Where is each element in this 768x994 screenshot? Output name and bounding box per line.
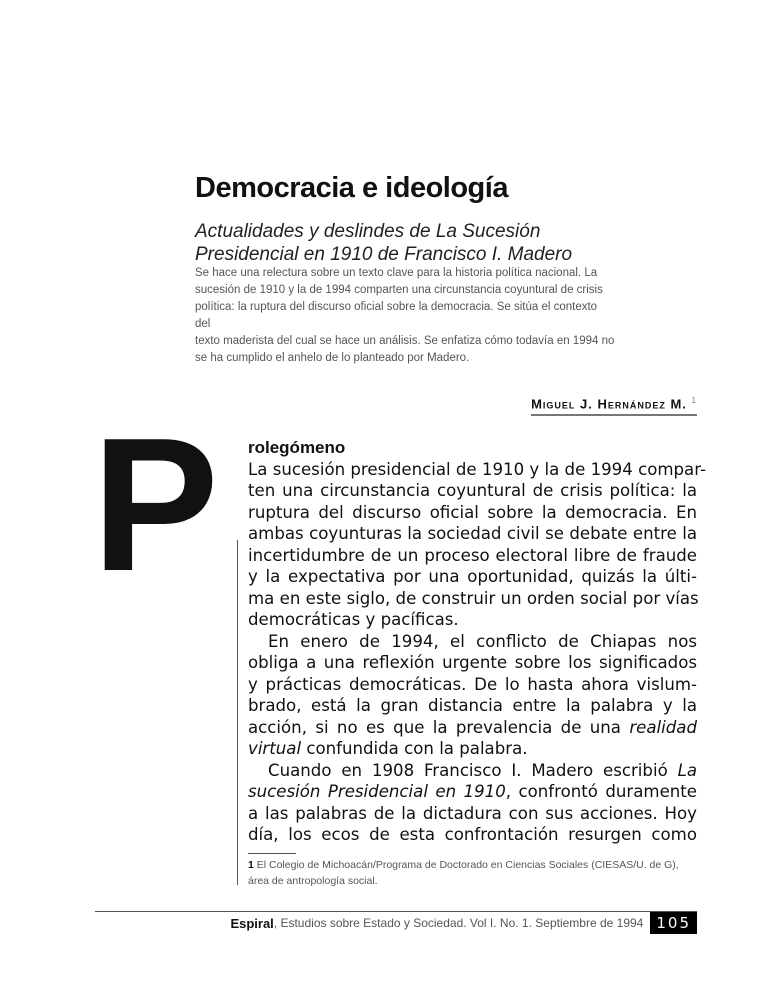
body-line — [248, 459, 706, 481]
margin-rule — [237, 540, 238, 885]
body-line — [248, 480, 697, 502]
body-line — [248, 717, 697, 739]
body-text: Cuando en 1908 Francisco I. Madero escribió — [268, 760, 678, 780]
body-line — [248, 545, 697, 567]
body-text: ruptura del discurso oficial sobre la democracia. En — [248, 502, 697, 522]
abstract-line: Se hace una relectura sobre un texto clave para la historia política nacional. La — [195, 267, 598, 279]
italic-text: La — [677, 760, 697, 780]
body-text: a las palabras de la dictadura con sus acciones. Hoy — [248, 803, 697, 823]
body-text: ambas coyunturas la sociedad civil se debate entre la — [248, 524, 697, 543]
body-line — [248, 437, 697, 459]
abstract-line: política: la ruptura del discurso oficial sobre la democracia. Se sitúa el contexto del — [195, 301, 598, 330]
body-text: ma en este siglo, de construir un orden social por vías — [248, 588, 699, 608]
body-text: brado, está la gran distancia entre la palabra y la — [248, 696, 697, 715]
abstract-line: se ha cumplido el anhelo de lo planteado por Madero. — [195, 352, 470, 364]
body-line — [248, 609, 697, 631]
body-line — [248, 566, 697, 588]
body-text: día, los ecos de esta confrontación resurgen como — [248, 825, 697, 844]
subtitle-line: Actualidades y deslindes de La Sucesión — [195, 221, 541, 242]
body-text: democráticas y pacíficas. — [248, 610, 459, 629]
article-body — [248, 437, 706, 846]
body-line — [248, 824, 697, 846]
body-text: acción, si no es que la prevalencia de una — [248, 717, 630, 737]
body-text: , confrontó duramente — [505, 782, 698, 801]
page-footer — [230, 912, 697, 934]
body-line — [248, 523, 697, 545]
footnote-number: 1 — [248, 859, 254, 871]
subtitle-line: Presidencial en 1910 de Francisco I. Madero — [195, 244, 573, 265]
abstract-line: sucesión de 1910 y la de 1994 comparten una circunstancia coyuntural de crisis — [195, 284, 603, 296]
body-text: y prácticas democráticas. De lo hasta ahora vislum- — [248, 674, 697, 694]
page-number: 105 — [650, 912, 697, 934]
body-line — [248, 760, 697, 782]
body-text: La sucesión presidencial de 1910 y la de 1994 compar- — [248, 459, 706, 479]
italic-text: sucesión Presidencial en 1910 — [248, 782, 506, 801]
footnote — [248, 857, 697, 889]
article-subtitle — [195, 220, 572, 266]
body-line — [248, 652, 697, 674]
body-line — [248, 781, 697, 803]
author-byline — [531, 396, 697, 416]
body-text: En enero de 1994, el conflicto de Chiapas nos — [268, 631, 697, 651]
body-line — [248, 502, 697, 524]
italic-text: realidad — [629, 717, 697, 737]
footnote-text: El Colegio de Michoacán/Programa de Doctorado en Ciencias Sociales (CIESAS/U. de G), — [253, 859, 679, 871]
body-line — [248, 803, 697, 825]
footnote-text-cont: área de antropología social. — [248, 875, 378, 887]
drop-cap: P — [92, 399, 215, 611]
body-text: y la expectativa por una oportunidad, quizás la últi- — [248, 567, 697, 586]
author-name: Miguel J. Hernández M. — [531, 396, 687, 412]
journal-name: Espiral — [230, 915, 274, 931]
article-title: Democracia e ideología — [195, 172, 508, 204]
body-line — [248, 738, 697, 760]
body-text: rolegómeno — [248, 438, 346, 457]
author-footnote-mark: 1 — [691, 396, 697, 405]
body-text: obliga a una reflexión urgente sobre los significados — [248, 653, 697, 672]
body-line — [248, 588, 697, 610]
body-line — [248, 674, 697, 696]
abstract-line: texto maderista del cual se hace un análisis. Se enfatiza cómo todavía en 1994 no — [195, 335, 615, 347]
journal-citation: , Estudios sobre Estado y Sociedad. Vol I. No. 1. Septiembre de 1994 — [273, 916, 644, 930]
body-text: incertidumbre de un proceso electoral libre de fraude — [248, 545, 697, 565]
italic-text: virtual — [248, 739, 302, 758]
body-line — [248, 695, 697, 717]
footnote-divider — [248, 853, 296, 854]
body-text: confundida con la palabra. — [301, 739, 528, 758]
body-text: ten una circunstancia coyuntural de crisis política: la — [248, 481, 697, 500]
body-line — [248, 631, 697, 653]
abstract — [195, 265, 615, 367]
